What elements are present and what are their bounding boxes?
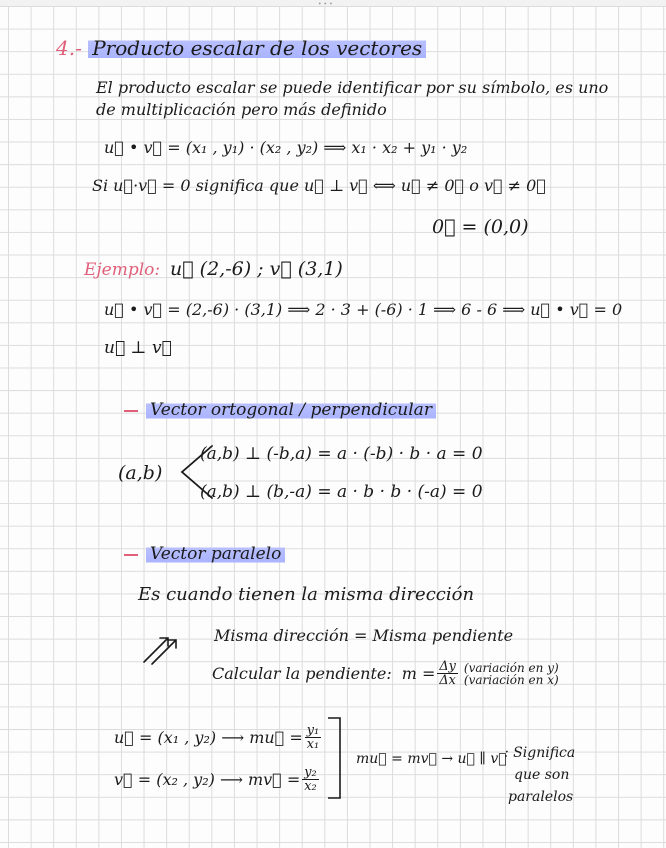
meaning-line-3: paralelos (508, 789, 574, 805)
meaning-line-2: que son (514, 767, 570, 783)
slope-notes (464, 662, 559, 686)
u-slope-numerator: y₁ (306, 723, 320, 738)
v-slope (114, 766, 321, 794)
orthogonal-vector: (a,b) (118, 462, 163, 484)
slope-numerator: Δy (439, 659, 456, 674)
same-direction-rule: Misma dirección = Misma pendiente (214, 626, 514, 645)
slope-label: Calcular la pendiente: (212, 663, 392, 683)
orthogonal-title: Vector ortogonal / perpendicular (146, 400, 436, 420)
v-slope-numerator: y₂ (304, 765, 317, 780)
v-definition: v⃗ = (x₂ , y₂) ⟶ mv⃗ = (114, 769, 301, 789)
dot-product-formula: u⃗ • v⃗ = (x₁ , y₁) · (x₂ , y₂) ⟹ x₁ · x₂ + y₁ · y₂ (104, 138, 468, 157)
u-definition: u⃗ = (x₁ , y₂) ⟶ mu⃗ = (114, 727, 303, 747)
example-result: u⃗ ⊥ v⃗ (104, 338, 172, 358)
parallel-heading (124, 546, 285, 563)
meaning-line-1: : Significa (504, 745, 576, 761)
orthogonal-case-2: (a,b) ⊥ (b,-a) = a · b · b · (-a) = 0 (200, 482, 483, 502)
slope-note-x: (variación en x) (463, 672, 559, 687)
section-number: 4.- (56, 36, 82, 60)
orthogonal-heading (124, 402, 436, 419)
u-slope-denominator: x₁ (306, 737, 320, 753)
parallel-title: Vector paralelo (146, 544, 285, 564)
slope-fraction (437, 660, 457, 688)
v-slope-denominator: x₂ (304, 779, 317, 795)
right-bracket-icon (326, 716, 346, 800)
perpendicular-rule: Si u⃗·v⃗ = 0 significa que u⃗ ⊥ v⃗ ⟺ u⃗ ≠ 0⃗ o v⃗ ≠ 0⃗ (92, 176, 546, 195)
dash-marker-icon (124, 554, 138, 556)
dash-marker-icon (124, 410, 138, 412)
section-heading (56, 38, 426, 58)
drag-handle-icon[interactable]: ••• (318, 1, 335, 8)
u-slope (114, 724, 323, 752)
slope-variable: m = (401, 663, 436, 683)
example-label: Ejemplo: (84, 260, 161, 280)
slope-denominator: Δx (439, 673, 456, 689)
example-vectors: u⃗ (2,-6) ; v⃗ (3,1) (170, 258, 343, 280)
parallel-arrows-icon (140, 626, 180, 666)
intro-line-1: El producto escalar se puede identificar por su símbolo, es uno (96, 78, 609, 97)
parallel-conclusion: mu⃗ = mv⃗ → u⃗ ∥ v⃗ (356, 751, 507, 767)
example-calculation: u⃗ • v⃗ = (2,-6) · (3,1) ⟹ 2 · 3 + (-6) · 1 ⟹ 6 - 6 ⟹ u⃗ • v⃗ = 0 (104, 300, 623, 319)
intro-line-2: de multiplicación pero más definido (96, 100, 387, 119)
slope-note-y: (variación en y) (463, 660, 559, 675)
orthogonal-case-1: (a,b) ⊥ (-b,a) = a · (-b) · b · a = 0 (200, 444, 483, 464)
parallel-definition: Es cuando tienen la misma dirección (138, 584, 475, 605)
slope-formula (212, 660, 559, 688)
v-slope-fraction (302, 766, 318, 794)
section-title: Producto escalar de los vectores (88, 36, 426, 60)
zero-vector: 0⃗ = (0,0) (432, 216, 529, 238)
u-slope-fraction (305, 724, 321, 752)
